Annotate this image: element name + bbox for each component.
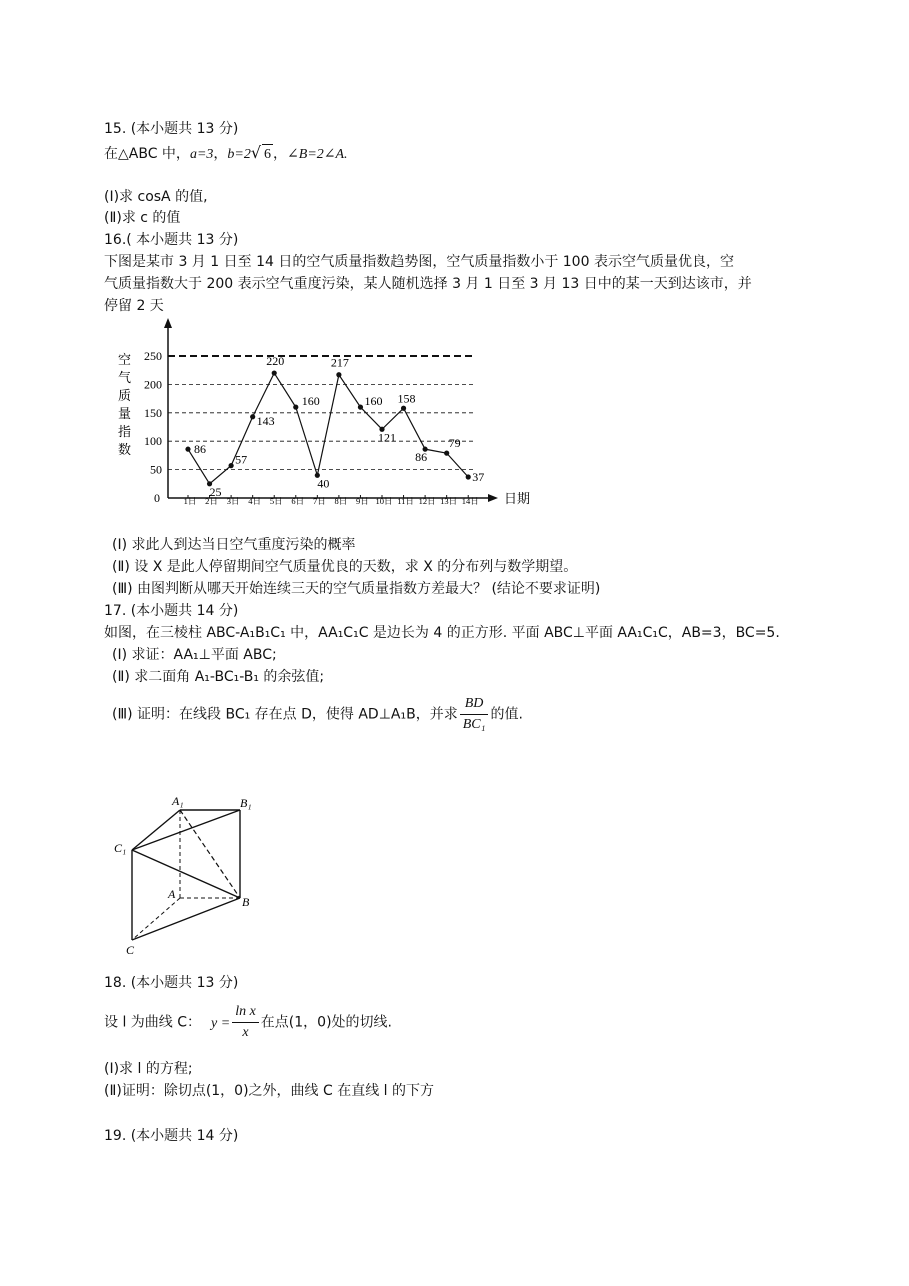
data-point [293, 405, 298, 410]
x-tick-label: 3日 [226, 496, 240, 506]
q18-header: 18. (本小题共 13 分) [104, 975, 239, 991]
y-axis-arrow [164, 318, 172, 328]
q15-a: a=3 [189, 147, 214, 162]
q16-text-line1: 下图是某市 3 月 1 日至 14 日的空气质量指数趋势图，空气质量指数小于 100 表示空气质量优良，空 [104, 254, 734, 270]
q17-stem: 如图，在三棱柱 ABC-A₁B₁C₁ 中，AA₁C₁C 是边长为 4 的正方形. 平面 ABC⊥平面 AA₁C₁C，AB=3，BC=5. [104, 625, 780, 641]
data-label: 220 [266, 354, 285, 369]
data-point [444, 451, 449, 456]
q15-stem-prefix: 在△ABC 中， [104, 146, 190, 162]
x-tick-label: 9日 [356, 496, 369, 506]
data-label: 121 [378, 430, 396, 445]
x-tick-label: 8日 [334, 496, 348, 506]
label-B1: B₁ [240, 796, 252, 810]
q18-frac-den: x [242, 1025, 249, 1040]
prism-diagram [110, 790, 270, 960]
origin-label: 0 [154, 491, 160, 505]
label-C1: C₁ [114, 841, 127, 855]
q15-part2: (Ⅱ)求 c 的值 [104, 210, 181, 226]
data-point [401, 406, 406, 411]
x-tick-label: 4日 [248, 496, 262, 506]
data-point [272, 370, 277, 375]
q16-header: 16.( 本小题共 13 分) [104, 232, 239, 248]
x-tick-label: 5日 [269, 496, 283, 506]
q17-frac-num: BD [460, 694, 489, 715]
data-label: 160 [364, 394, 383, 409]
q16-part3: (Ⅲ) 由图判断从哪天开始连续三天的空气质量指数方差最大？ (结论不要求证明) [112, 581, 601, 597]
y-tick-label: 200 [144, 377, 162, 392]
y-tick-label: 150 [144, 405, 162, 420]
q17-part1: (Ⅰ) 求证：AA₁⊥平面 ABC; [112, 647, 277, 663]
label-B: B [242, 895, 250, 909]
q19-header: 19. (本小题共 14 分) [104, 1128, 239, 1144]
x-tick-label: 13日 [440, 496, 458, 506]
q15-b: b=2 [227, 147, 251, 162]
x-tick-label: 12日 [418, 496, 436, 506]
air-quality-chart [104, 318, 531, 518]
label-A1: A₁ [172, 794, 184, 808]
x-axis-label: 日期 [504, 491, 531, 506]
y-axis-label-char: 空 [118, 352, 132, 367]
q16-part1: (Ⅰ) 求此人到达当日空气重度污染的概率 [112, 537, 356, 553]
data-label: 79 [448, 436, 461, 451]
data-point [185, 447, 190, 452]
data-label: 37 [472, 469, 485, 484]
y-axis-label-char: 数 [118, 442, 132, 457]
data-point [336, 372, 341, 377]
q18-y-eq: y = [211, 1015, 231, 1031]
data-label: 143 [256, 413, 275, 428]
y-tick-label: 250 [144, 349, 162, 363]
data-point [466, 474, 471, 479]
q17-part2: (Ⅱ) 求二面角 A₁-BC₁-B₁ 的余弦值; [112, 669, 325, 685]
data-label: 160 [301, 394, 320, 409]
data-point [358, 405, 363, 410]
q17-frac-den: BC₁ [462, 717, 486, 732]
x-tick-label: 14日 [461, 496, 479, 506]
label-C: C [126, 943, 135, 957]
data-point [250, 414, 255, 419]
y-tick-label: 50 [150, 462, 162, 477]
data-label: 86 [194, 442, 206, 457]
x-tick-label: 1日 [183, 496, 197, 506]
x-tick-label: 2日 [205, 496, 218, 506]
data-point [229, 463, 234, 468]
q18-frac-num: ln x [232, 1002, 259, 1023]
y-axis-label-char: 气 [118, 370, 132, 385]
q15-stem: 在△ABC 中，a=3，b=2√ 6 ，∠B=2∠A. [104, 143, 348, 165]
y-axis-label-char: 量 [118, 406, 132, 421]
x-tick-label: 6日 [291, 496, 305, 506]
data-label: 86 [415, 450, 428, 465]
q17-part3 [112, 694, 523, 735]
q15-angle: ∠B=2∠A. [287, 147, 348, 162]
q17-part3-suffix: 的值. [490, 706, 523, 723]
q17-header: 17. (本小题共 14 分) [104, 603, 239, 619]
q18-stem [104, 1002, 392, 1044]
q18-part2: (Ⅱ)证明：除切点(1，0)之外，曲线 C 在直线 l 的下方 [104, 1083, 435, 1099]
q16-part2: (Ⅱ) 设 X 是此人停留期间空气质量优良的天数，求 X 的分布列与数学期望。 [112, 559, 578, 575]
y-axis-label-char: 指 [118, 424, 132, 439]
q18-stem-suffix: 在点(1，0)处的切线. [260, 1014, 392, 1031]
data-label: 158 [397, 391, 416, 406]
q18-part1: (Ⅰ)求 l 的方程; [104, 1061, 193, 1077]
data-label: 25 [209, 484, 222, 499]
data-label: 217 [330, 355, 349, 370]
q15-header: 15. (本小题共 13 分) [104, 121, 239, 137]
x-tick-label: 10日 [375, 496, 393, 506]
q15-sqrt-arg: 6 [262, 144, 273, 165]
q15-part1: (Ⅰ)求 cosA 的值, [104, 189, 208, 205]
data-label: 57 [235, 452, 248, 467]
data-label: 40 [317, 476, 330, 491]
x-axis-arrow [488, 494, 498, 502]
x-tick-label: 7日 [312, 496, 326, 506]
y-axis-label-char: 质 [118, 388, 132, 403]
y-tick-label: 100 [144, 434, 162, 449]
q17-fraction [460, 694, 489, 735]
label-A: A [168, 887, 176, 901]
q18-fraction [232, 1002, 259, 1043]
q16-text-line3: 停留 2 天 [104, 298, 164, 314]
x-tick-label: 11日 [397, 496, 414, 506]
q17-part3-prefix: (Ⅲ) 证明：在线段 BC₁ 存在点 D，使得 AD⊥A₁B，并求 [112, 706, 458, 723]
q18-stem-prefix: 设 l 为曲线 C： [104, 1014, 202, 1031]
q16-text-line2: 气质量指数大于 200 表示空气重度污染，某人随机选择 3 月 1 日至 3 月 13 日中的某一天到达该市，并 [104, 276, 752, 292]
